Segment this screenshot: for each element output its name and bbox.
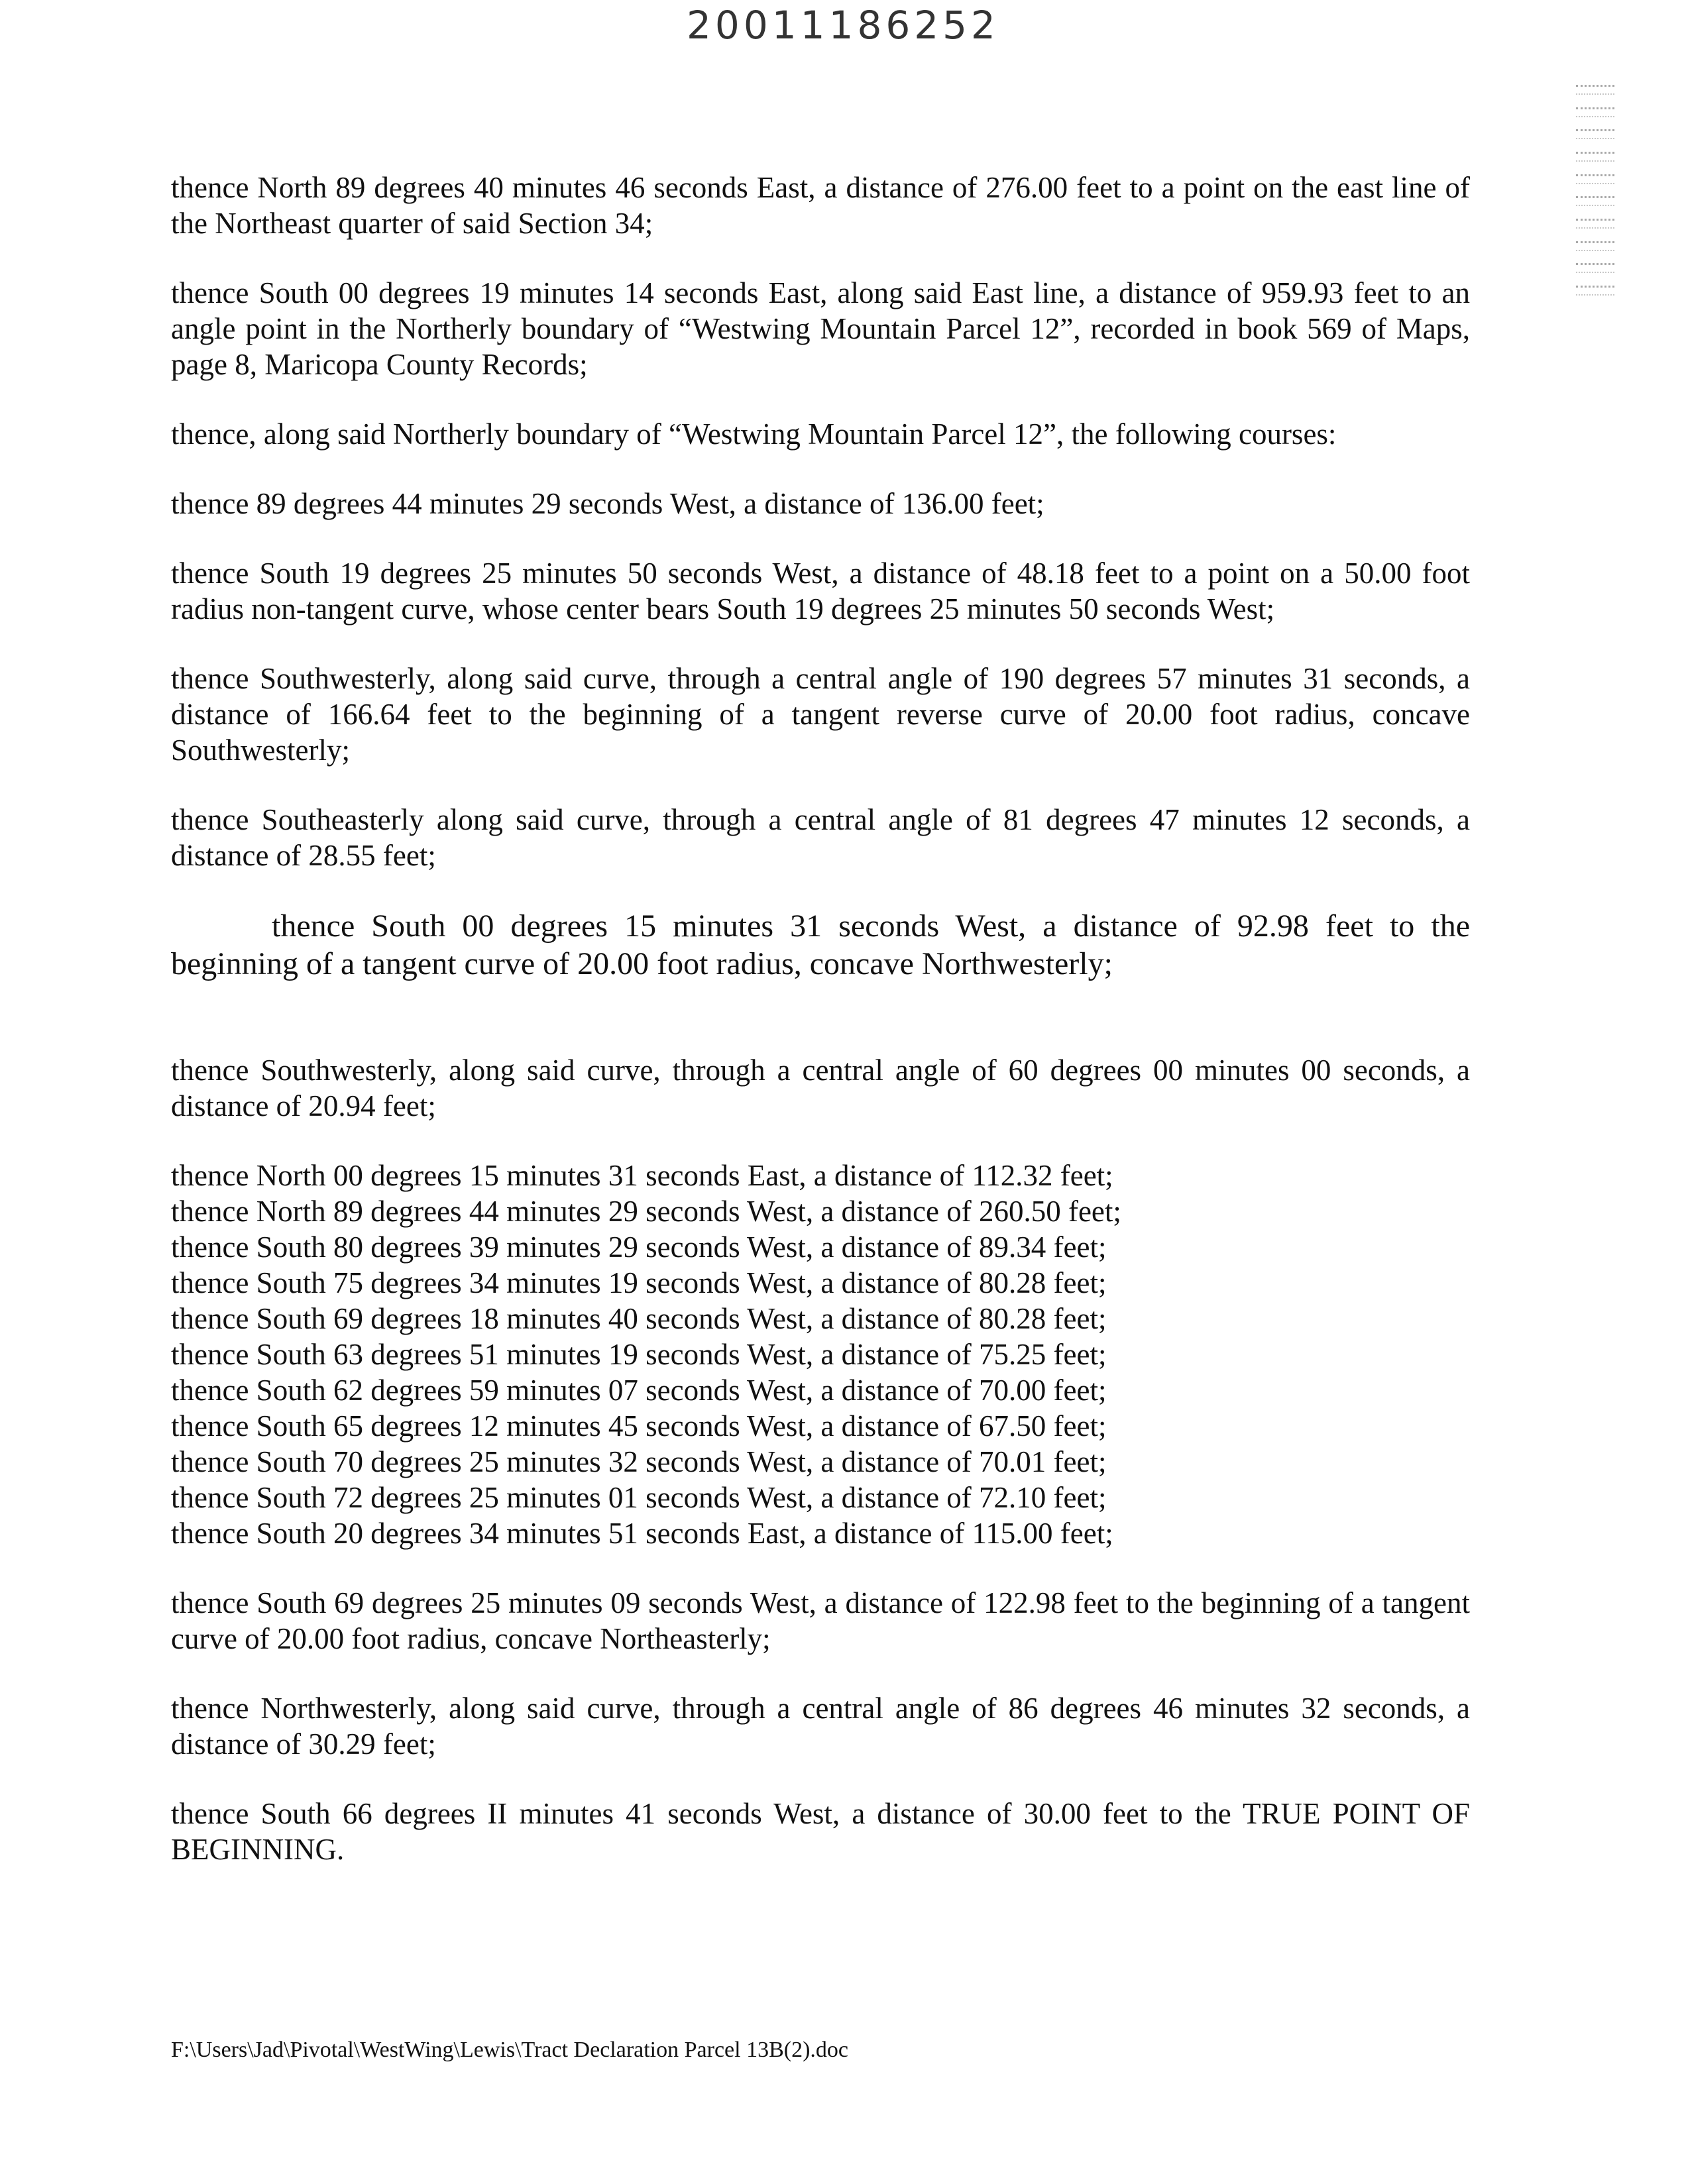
stamp-mark bbox=[1576, 152, 1614, 162]
stamp-mark bbox=[1576, 107, 1614, 117]
legal-description bbox=[171, 170, 1470, 1867]
course-paragraph-3: thence, along said Northerly boundary of “Westwing Mountain Parcel 12”, the following courses: bbox=[171, 417, 1337, 451]
list-item: thence South 63 degrees 51 minutes 19 seconds West, a distance of 75.25 feet; bbox=[171, 1338, 1107, 1371]
course-paragraph-9: thence Southwesterly, along said curve, through a central angle of 60 degrees 00 minutes 00 seconds, a distance of 20.94 feet; bbox=[171, 1054, 1470, 1122]
course-paragraph-7: thence Southeasterly along said curve, through a central angle of 81 degrees 47 minutes 12 seconds, a distance of 28.55 feet; bbox=[171, 803, 1470, 872]
stamp-mark bbox=[1576, 219, 1614, 229]
stamp-mark bbox=[1576, 85, 1614, 95]
list-item: thence South 62 degrees 59 minutes 07 seconds West, a distance of 70.00 feet; bbox=[171, 1374, 1107, 1407]
list-item: thence South 75 degrees 34 minutes 19 seconds West, a distance of 80.28 feet; bbox=[171, 1266, 1107, 1299]
stamp-mark bbox=[1576, 129, 1614, 139]
course-paragraph-12: thence South 66 degrees II minutes 41 seconds West, a distance of 30.00 feet to the TRUE POINT OF BEGINNING. bbox=[171, 1797, 1470, 1866]
stamp-mark bbox=[1576, 263, 1614, 273]
list-item: thence South 70 degrees 25 minutes 32 seconds West, a distance of 70.01 feet; bbox=[171, 1445, 1107, 1478]
course-paragraph-5: thence South 19 degrees 25 minutes 50 seconds West, a distance of 48.18 feet to a point on a 50.00 foot radius non-tangent curve, whose center bears South 19 degrees 25 minutes 50 seconds West; bbox=[171, 557, 1470, 626]
course-paragraph-4: thence 89 degrees 44 minutes 29 seconds West, a distance of 136.00 feet; bbox=[171, 487, 1044, 520]
footer-file-path: F:\Users\Jad\Pivotal\WestWing\Lewis\Tract Declaration Parcel 13B(2).doc bbox=[171, 2038, 848, 2062]
course-paragraph-8: thence South 00 degrees 15 minutes 31 seconds West, a distance of 92.98 feet to the beginning of a tangent curve of 20.00 foot radius, concave Northwesterly; bbox=[171, 908, 1470, 981]
course-paragraph-10: thence South 69 degrees 25 minutes 09 seconds West, a distance of 122.98 feet to the beginning of a tangent curve of 20.00 foot radius, concave Northeasterly; bbox=[171, 1586, 1470, 1655]
document-number: 20011186252 bbox=[687, 3, 999, 48]
list-item: thence South 80 degrees 39 minutes 29 seconds West, a distance of 89.34 feet; bbox=[171, 1230, 1107, 1264]
stamp-mark bbox=[1576, 241, 1614, 251]
list-item: thence South 65 degrees 12 minutes 45 seconds West, a distance of 67.50 feet; bbox=[171, 1409, 1107, 1443]
list-item: thence South 69 degrees 18 minutes 40 seconds West, a distance of 80.28 feet; bbox=[171, 1302, 1107, 1335]
course-paragraph-2: thence South 00 degrees 19 minutes 14 seconds East, along said East line, a distance of 959.93 feet to an angle point in the Northerly boundary of “Westwing Mountain Parcel 12”, recorded in book 569 of Maps, page 8, Maricopa County Records; bbox=[171, 276, 1470, 381]
list-item: thence North 89 degrees 44 minutes 29 seconds West, a distance of 260.50 feet; bbox=[171, 1195, 1121, 1228]
course-paragraph-1: thence North 89 degrees 40 minutes 46 seconds East, a distance of 276.00 feet to a point on the east line of the Northeast quarter of said Section 34; bbox=[171, 171, 1470, 240]
course-paragraph-6: thence Southwesterly, along said curve, through a central angle of 190 degrees 57 minutes 31 seconds, a distance of 166.64 feet to the beginning of a tangent reverse curve of 20.00 foot radius, concave Southwesterly; bbox=[171, 662, 1470, 767]
stamp-mark bbox=[1576, 286, 1614, 296]
recording-stamp bbox=[1576, 85, 1614, 296]
course-paragraph-11: thence Northwesterly, along said curve, through a central angle of 86 degrees 46 minutes 32 seconds, a distance of 30.29 feet; bbox=[171, 1692, 1470, 1761]
list-item: thence South 20 degrees 34 minutes 51 seconds East, a distance of 115.00 feet; bbox=[171, 1517, 1113, 1550]
course-list bbox=[171, 1158, 1470, 1551]
list-item: thence South 72 degrees 25 minutes 01 seconds West, a distance of 72.10 feet; bbox=[171, 1481, 1107, 1514]
list-item: thence North 00 degrees 15 minutes 31 seconds East, a distance of 112.32 feet; bbox=[171, 1159, 1113, 1192]
stamp-mark bbox=[1576, 196, 1614, 206]
stamp-mark bbox=[1576, 174, 1614, 184]
